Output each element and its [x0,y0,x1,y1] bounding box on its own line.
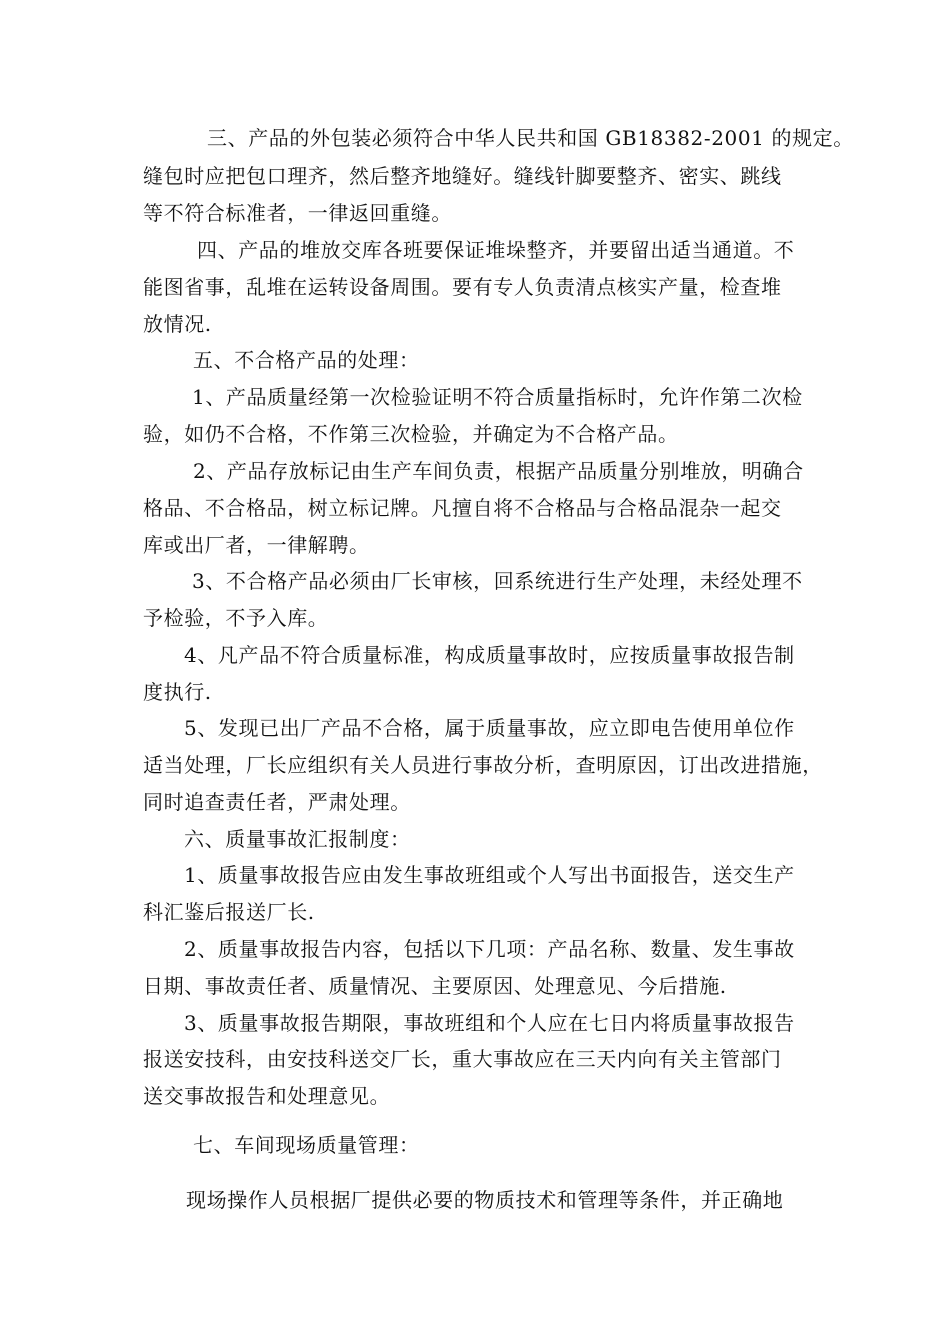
item-6-3-line-1: 3、质量事故报告期限，事故班组和个人应在七日内将质量事故报告 [184,1011,795,1035]
section-6-heading: 六、质量事故汇报制度： [184,827,411,851]
item-5-5-line-1: 5、发现已出厂产品不合格，属于质量事故，应立即电告使用单位作 [184,716,795,740]
paragraph-3-line-3: 等不符合标准者，一律返回重缝。 [143,201,452,225]
item-5-3-line-1: 3、不合格产品必须由厂长审核，回系统进行生产处理，未经处理不 [192,569,803,593]
item-6-2-line-1: 2、质量事故报告内容，包括以下几项：产品名称、数量、发生事故 [184,937,795,961]
item-5-2-line-2: 格品、不合格品，树立标记牌。凡擅自将不合格品与合格品混杂一起交 [143,496,782,520]
paragraph-4-line-1: 四、产品的堆放交库各班要保证堆垛整齐，并要留出适当通道。不 [197,238,795,262]
paragraph-4-line-2: 能图省事，乱堆在运转设备周围。要有专人负责清点核实产量，检查堆 [143,275,782,299]
item-5-4-line-1: 4、凡产品不符合质量标准，构成质量事故时，应按质量事故报告制 [184,643,795,667]
item-5-2-line-3: 库或出厂者，一律解聘。 [143,533,370,557]
section-5-heading: 五、不合格产品的处理： [193,348,420,372]
item-6-3-line-2: 报送安技科，由安技科送交厂长，重大事故应在三天内向有关主管部门 [143,1047,782,1071]
item-5-5-line-2: 适当处理，厂长应组织有关人员进行事故分析，查明原因，订出改进措施， [143,753,823,777]
item-6-1-line-2: 科汇鉴后报送厂长. [143,900,315,924]
item-5-2-line-1: 2、产品存放标记由生产车间负责，根据产品质量分别堆放，明确合 [193,459,804,483]
paragraph-4-line-3: 放情况. [143,312,212,336]
item-6-3-line-3: 送交事故报告和处理意见。 [143,1084,391,1108]
item-5-3-line-2: 予检验，不予入库。 [143,606,329,630]
item-5-1-line-1: 1、产品质量经第一次检验证明不符合质量指标时，允许作第二次检 [192,385,803,409]
paragraph-3-line-2: 缝包时应把包口理齐，然后整齐地缝好。缝线针脚要整齐、密实、跳线 [143,164,782,188]
item-5-1-line-2: 验，如仍不合格，不作第三次检验，并确定为不合格产品。 [143,422,679,446]
paragraph-3-line-1: 三、产品的外包装必须符合中华人民共和国 GB18382-2001 的规定。 [207,126,854,150]
item-6-1-line-1: 1、质量事故报告应由发生事故班组或个人写出书面报告，送交生产 [184,863,795,887]
item-6-2-line-2: 日期、事故责任者、质量情况、主要原因、处理意见、今后措施. [143,974,727,998]
item-5-4-line-2: 度执行. [143,680,212,704]
item-5-5-line-3: 同时追查责任者，严肃处理。 [143,790,411,814]
section-7-paragraph-line-1: 现场操作人员根据厂提供必要的物质技术和管理等条件，并正确地 [186,1188,784,1212]
section-7-heading: 七、车间现场质量管理： [193,1133,420,1157]
